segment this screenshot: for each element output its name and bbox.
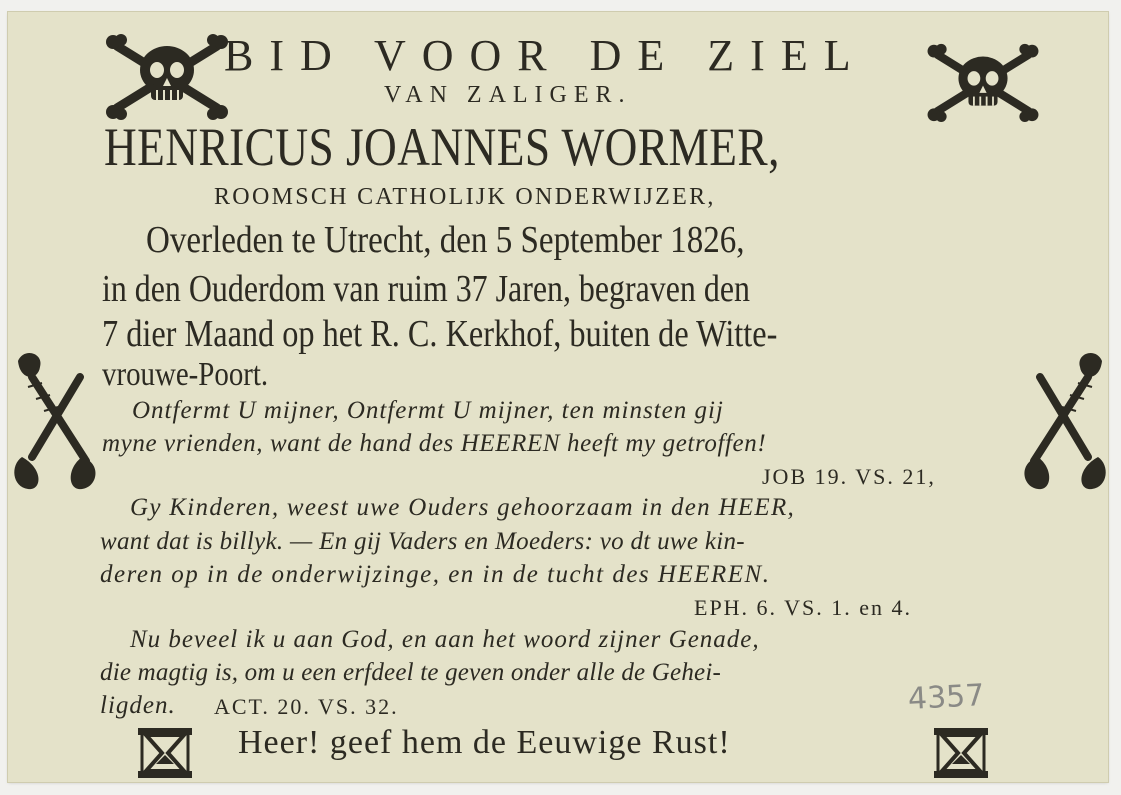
body-line: in den Ouderdom van ruim 37 Jaren, begraven den — [102, 268, 750, 310]
subtitle: VAN ZALIGER. — [384, 82, 632, 108]
body-line: 7 dier Maand op het R. C. Kerkhof, buiten de Witte- — [102, 313, 778, 355]
body-line: vrouwe-Poort. — [102, 356, 269, 393]
quote-line: deren op in de onderwijzinge, en in de tucht des HEEREN. — [100, 561, 771, 588]
body-line: Overleden te Utrecht, den 5 September 1826, — [146, 219, 745, 261]
quote-line: Gy Kinderen, weest uwe Ouders gehoorzaam in den HEER, — [130, 494, 796, 521]
hourglass-icon — [932, 726, 990, 780]
hourglass-icon — [136, 726, 194, 780]
quote-reference: ACT. 20. VS. 32. — [214, 694, 399, 719]
quote-line: die magtig is, om u een erfdeel te geven onder alle de Gehei- — [100, 659, 722, 686]
skull-crossbones-icon — [920, 42, 1046, 122]
catalog-number: 4357 — [907, 678, 986, 717]
title: BID VOOR DE ZIEL — [224, 31, 867, 80]
quote-line: want dat is billyk. — En gij Vaders en Moeders: vo dt uwe kin- — [100, 528, 745, 555]
quote-line: myne vrienden, want de hand des HEEREN heeft my getroffen! — [102, 430, 767, 457]
quote-reference: EPH. 6. VS. 1. en 4. — [694, 595, 913, 620]
inverted-torch-icon — [1018, 347, 1110, 495]
memorial-card — [8, 12, 1108, 782]
skull-crossbones-icon — [103, 32, 231, 120]
quote-line: Ontfermt U mijner, Ontfermt U mijner, ten minsten gij — [132, 397, 724, 424]
inverted-torch-icon — [10, 347, 102, 495]
quote-reference: JOB 19. VS. 21, — [762, 464, 936, 489]
occupation: ROOMSCH CATHOLIJK ONDERWIJZER, — [214, 184, 716, 210]
closing-prayer: Heer! geef hem de Eeuwige Rust! — [238, 724, 731, 761]
quote-line: ligden. — [100, 692, 176, 719]
quote-line: Nu beveel ik u aan God, en aan het woord zijner Genade, — [130, 626, 760, 653]
deceased-name: HENRICUS JOANNES WORMER, — [104, 117, 780, 177]
